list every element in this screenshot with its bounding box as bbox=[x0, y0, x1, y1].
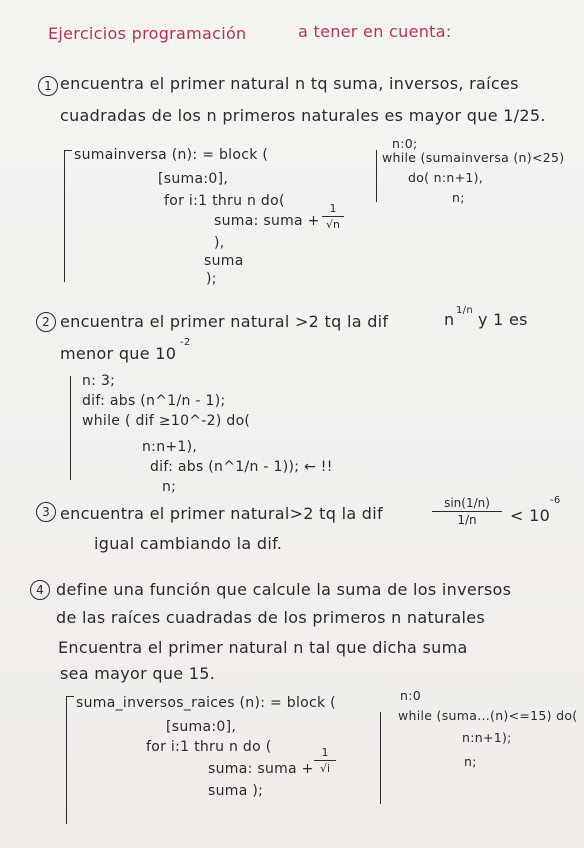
header-title: Ejercicios programación bbox=[48, 24, 247, 43]
ex3-fraction bbox=[432, 496, 502, 527]
code-bracket-4 bbox=[66, 696, 67, 824]
ex2-code-line: while ( dif ≥10^-2) do( bbox=[82, 413, 251, 429]
ex4-code-line: suma_inversos_raices (n): = block ( bbox=[76, 695, 336, 711]
ex1-right-code-line: while (sumainversa (n)<25) bbox=[382, 150, 565, 165]
ex4-code-line: suma: suma + bbox=[208, 761, 314, 777]
ex2-code-line: n:n+1), bbox=[142, 439, 198, 455]
ex4-right-code-line: n:n+1); bbox=[462, 730, 512, 745]
exercise-2-line1: encuentra el primer natural >2 tq la dif bbox=[60, 312, 389, 331]
ex4-code-line: [suma:0], bbox=[166, 719, 237, 735]
exercise-4-number: 4 bbox=[30, 580, 50, 600]
ex4-right-code-line: while (suma...(n)<=15) do( bbox=[398, 708, 578, 723]
exercise-2-n: n bbox=[444, 310, 455, 329]
exercise-3-number: 3 bbox=[36, 502, 56, 522]
exercise-3-exponent: -6 bbox=[550, 495, 561, 506]
ex4-right-code-line: n; bbox=[464, 754, 477, 769]
ex2-code-line: n; bbox=[162, 479, 177, 495]
exercise-2-line2-exponent: -2 bbox=[180, 337, 191, 348]
exercise-3-line1: encuentra el primer natural>2 tq la dif bbox=[60, 504, 383, 523]
header-subtitle: a tener en cuenta: bbox=[298, 22, 452, 41]
ex1-code-line: suma: suma + bbox=[214, 213, 320, 229]
fraction-denominator: √n bbox=[326, 218, 340, 231]
ex4-code-line: for i:1 thru n do ( bbox=[146, 739, 272, 755]
code-bracket-4-top bbox=[66, 696, 74, 697]
ex4-code-line: suma ); bbox=[208, 783, 264, 799]
ex1-code-line: sumainversa (n): = block ( bbox=[74, 147, 269, 163]
ex1-code-line: ); bbox=[206, 271, 217, 287]
code-bracket-1-top bbox=[64, 150, 72, 151]
exercise-2-number: 2 bbox=[36, 312, 56, 332]
ex2-code-line: dif: abs (n^1/n - 1); bbox=[82, 393, 226, 409]
exercise-4-line4: sea mayor que 15. bbox=[60, 664, 216, 683]
exercise-4-line1: define una función que calcule la suma de los inversos bbox=[56, 580, 512, 599]
ex4-right-code-line: n:0 bbox=[400, 688, 421, 703]
fraction-numerator: 1 bbox=[329, 202, 337, 215]
exercise-3-comparison: < 10 bbox=[510, 506, 551, 525]
exercise-2-exponent: 1/n bbox=[456, 305, 473, 316]
ex1-right-code-line: n; bbox=[452, 190, 465, 205]
code-bracket-4b bbox=[380, 712, 381, 804]
ex1-code-line: for i:1 thru n do( bbox=[164, 193, 285, 209]
exercise-3-line2: igual cambiando la dif. bbox=[94, 534, 283, 553]
ex1-code-line: suma bbox=[204, 253, 244, 269]
exercise-1-line1: encuentra el primer natural n tq suma, inversos, raíces bbox=[60, 74, 519, 93]
ex1-fraction bbox=[322, 202, 344, 231]
exercise-2-line1-end: y 1 es bbox=[478, 310, 528, 329]
fraction-numerator: 1 bbox=[321, 746, 329, 759]
code-bracket-1b bbox=[376, 150, 377, 202]
ex1-right-code-line: n:0; bbox=[392, 136, 418, 151]
ex1-code-line: [suma:0], bbox=[158, 171, 229, 187]
ex1-right-code-line: do( n:n+1), bbox=[408, 170, 484, 185]
fraction-denominator: √i bbox=[319, 762, 331, 775]
exercise-1-number: 1 bbox=[38, 76, 58, 96]
exercise-2-line2: menor que 10 bbox=[60, 344, 177, 363]
code-bracket-2 bbox=[70, 376, 71, 480]
ex1-code-line: ), bbox=[214, 235, 225, 251]
ex2-code-line: dif: abs (n^1/n - 1)); ← !! bbox=[150, 459, 333, 475]
ex4-fraction bbox=[314, 746, 336, 775]
fraction-numerator: sin(1/n) bbox=[444, 496, 490, 510]
ex2-code-line: n: 3; bbox=[82, 373, 116, 389]
code-bracket-1 bbox=[64, 150, 65, 282]
exercise-4-line2: de las raíces cuadradas de los primeros n naturales bbox=[56, 608, 485, 627]
exercise-4-line3: Encuentra el primer natural n tal que dicha suma bbox=[58, 638, 468, 657]
fraction-denominator: 1/n bbox=[457, 513, 477, 527]
exercise-1-line2: cuadradas de los n primeros naturales es mayor que 1/25. bbox=[60, 106, 546, 125]
